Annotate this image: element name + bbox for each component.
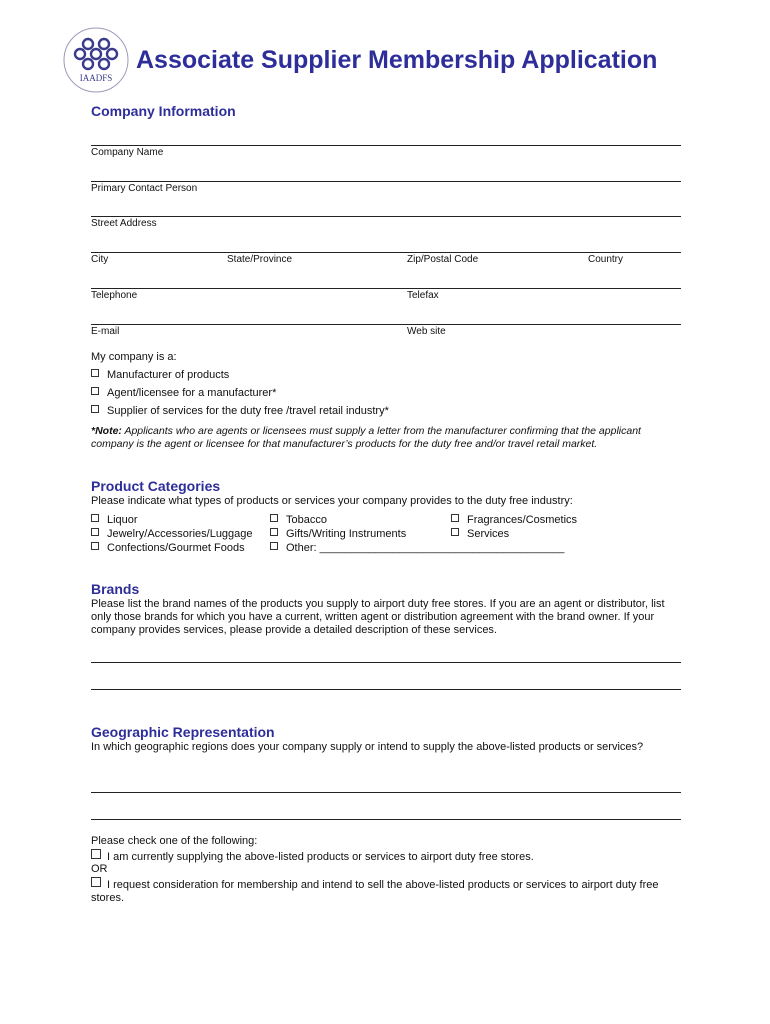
company-type-option[interactable] xyxy=(91,369,229,381)
iaadfs-logo-icon xyxy=(62,26,130,94)
category-option-liquor[interactable] xyxy=(91,514,138,526)
company-info-heading: Company Information xyxy=(91,103,236,119)
category-label: Fragrances/Cosmetics xyxy=(467,514,578,526)
brands-answer-line[interactable] xyxy=(91,662,681,663)
category-option-gifts[interactable] xyxy=(270,528,406,540)
geographic-answer-line[interactable] xyxy=(91,819,681,820)
website-label: Web site xyxy=(407,326,446,337)
telephone-telefax-line[interactable] xyxy=(91,288,681,289)
note-label: *Note: xyxy=(91,425,122,437)
status-option-request[interactable] xyxy=(91,877,681,905)
checkbox-icon[interactable] xyxy=(91,528,99,536)
contact-person-label: Primary Contact Person xyxy=(91,183,198,194)
telefax-label: Telefax xyxy=(407,290,439,301)
or-text: OR xyxy=(91,863,108,875)
checkbox-icon[interactable] xyxy=(91,542,99,550)
category-option-confections[interactable] xyxy=(91,542,245,554)
product-categories-heading: Product Categories xyxy=(91,478,221,494)
company-name-line[interactable] xyxy=(91,145,681,146)
company-type-prompt: My company is a: xyxy=(91,351,177,363)
category-label: Confections/Gourmet Foods xyxy=(107,542,245,554)
status-option-label: I am currently supplying the above-listed products or services to airport duty free stores. xyxy=(107,851,534,863)
note-text: Applicants who are agents or licensees must supply a letter from the manufacturer confirming that the applicant company is the agent or licensee for that manufacturer’s products for the duty free and/or travel retail market. xyxy=(91,425,641,450)
category-label: Gifts/Writing Instruments xyxy=(286,528,407,540)
category-option-tobacco[interactable] xyxy=(270,514,327,526)
company-type-label: Agent/licensee for a manufacturer* xyxy=(107,387,277,399)
checkbox-icon[interactable] xyxy=(91,369,99,377)
contact-person-line[interactable] xyxy=(91,181,681,182)
category-label: Tobacco xyxy=(286,514,327,526)
geographic-answer-line[interactable] xyxy=(91,792,681,793)
brands-heading: Brands xyxy=(91,581,140,597)
category-option-other[interactable] xyxy=(270,542,564,554)
company-type-option[interactable] xyxy=(91,405,389,417)
checkbox-icon[interactable] xyxy=(270,542,278,550)
geographic-heading: Geographic Representation xyxy=(91,724,275,740)
city-label: City xyxy=(91,254,109,265)
telephone-label: Telephone xyxy=(91,290,138,301)
category-label: Liquor xyxy=(107,514,138,526)
company-type-option[interactable] xyxy=(91,387,276,399)
checkbox-icon[interactable] xyxy=(91,514,99,522)
street-address-label: Street Address xyxy=(91,218,157,229)
status-option-label: I request consideration for membership and intend to sell the above-listed products or services to airport duty free stores. xyxy=(91,879,659,904)
checkbox-icon[interactable] xyxy=(270,528,278,536)
state-label: State/Province xyxy=(227,254,293,265)
category-label: Services xyxy=(467,528,510,540)
company-type-label: Supplier of services for the duty free /travel retail industry* xyxy=(107,405,389,417)
category-option-jewelry[interactable] xyxy=(91,528,253,540)
country-label: Country xyxy=(588,254,624,265)
street-address-line[interactable] xyxy=(91,216,681,217)
product-categories-instruction: Please indicate what types of products or services your company provides to the duty free industry: xyxy=(91,495,573,507)
checkbox-icon[interactable] xyxy=(91,877,101,887)
checkbox-icon[interactable] xyxy=(451,528,459,536)
category-option-services[interactable] xyxy=(451,528,509,540)
email-website-line[interactable] xyxy=(91,324,681,325)
email-label: E-mail xyxy=(91,326,120,337)
category-label: Jewelry/Accessories/Luggage xyxy=(107,528,253,540)
brands-instruction: Please list the brand names of the products you supply to airport duty free stores. If you are an agent or distributor, list only those brands for which you have a current, written agent or distribution agreement with the brand owner. If your company provides services, please provide a detailed description of these services. xyxy=(91,598,665,636)
status-prompt: Please check one of the following: xyxy=(91,835,258,847)
page-title: Associate Supplier Membership Application xyxy=(136,46,658,74)
checkbox-icon[interactable] xyxy=(91,849,101,859)
category-label: Other: ________________________________________ xyxy=(286,542,565,554)
city-state-zip-country-line[interactable] xyxy=(91,252,681,253)
brands-answer-line[interactable] xyxy=(91,689,681,690)
category-option-fragrances[interactable] xyxy=(451,514,577,526)
checkbox-icon[interactable] xyxy=(270,514,278,522)
logo-text: IAADFS xyxy=(79,73,113,83)
checkbox-icon[interactable] xyxy=(91,405,99,413)
company-name-label: Company Name xyxy=(91,147,164,158)
checkbox-icon[interactable] xyxy=(451,514,459,522)
company-type-label: Manufacturer of products xyxy=(107,369,230,381)
zip-label: Zip/Postal Code xyxy=(407,254,479,265)
agent-note xyxy=(91,425,681,451)
status-option-current[interactable] xyxy=(91,849,534,863)
checkbox-icon[interactable] xyxy=(91,387,99,395)
geographic-question: In which geographic regions does your company supply or intend to supply the above-listed products or services? xyxy=(91,741,644,753)
